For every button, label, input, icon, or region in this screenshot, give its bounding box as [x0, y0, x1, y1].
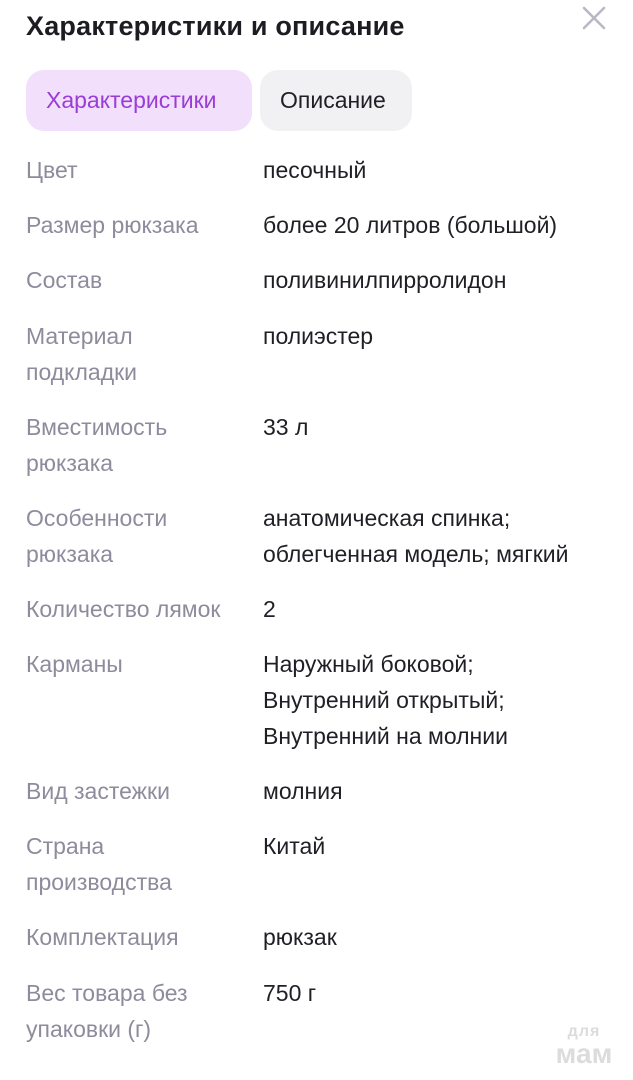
spec-value: анатомическая спинка; облегченная модель; мягкий [263, 505, 569, 567]
spec-label: Вид застежки [26, 778, 170, 804]
spec-label: Страна производства [26, 833, 172, 895]
spec-label: Состав [26, 267, 103, 293]
close-button[interactable] [576, 2, 612, 38]
spec-label: Количество лямок [26, 596, 221, 622]
spec-label: Цвет [26, 157, 78, 183]
spec-value: Китай [263, 833, 326, 859]
tab-characteristics[interactable]: Характеристики [26, 70, 252, 131]
spec-value: 2 [263, 596, 276, 622]
spec-label: Размер рюкзака [26, 212, 199, 238]
watermark-bottom: мам [555, 1038, 613, 1069]
spec-value: более 20 литров (большой) [263, 212, 558, 238]
spec-value: 33 л [263, 414, 309, 440]
spec-value: рюкзак [263, 924, 337, 950]
watermark-top: для [567, 1023, 601, 1040]
spec-value: полиэстер [263, 323, 374, 349]
spec-label: Вес товара без упаковки (г) [26, 980, 188, 1042]
close-icon [576, 2, 612, 38]
tab-description[interactable]: Описание [260, 70, 412, 131]
spec-value: поливинилпирролидон [263, 267, 507, 293]
spec-label: Карманы [26, 651, 123, 677]
spec-label: Особенности рюкзака [26, 505, 168, 567]
spec-label: Комплектация [26, 924, 179, 950]
spec-value: молния [263, 778, 343, 804]
spec-label: Вместимость рюкзака [26, 414, 168, 476]
spec-label: Материал подкладки [26, 323, 138, 385]
watermark-logo [548, 1024, 620, 1068]
page-title: Характеристики и описание [26, 11, 405, 41]
spec-value: 750 г [263, 980, 317, 1006]
spec-value: Наружный боковой; Внутренний открытый; Внутренний на молнии [263, 651, 508, 749]
spec-value: песочный [263, 157, 367, 183]
tab-bar [26, 70, 412, 131]
